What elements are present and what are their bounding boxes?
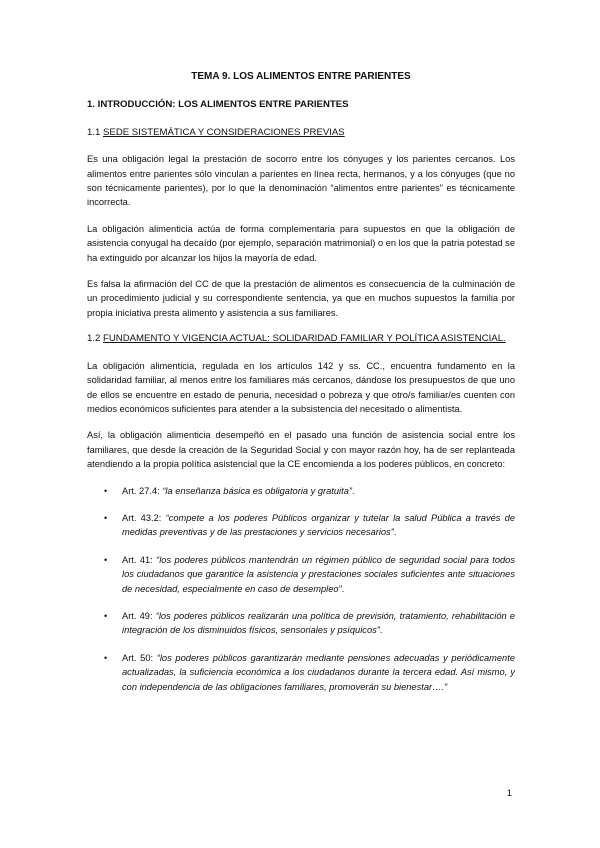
article-end: . [379,625,383,636]
bullet-icon: • [104,554,108,565]
article-quote: “la enseñanza básica es obligatoria y gratuita” [162,485,352,496]
article-list [87,484,515,694]
list-item [87,609,515,638]
document-body [87,70,515,707]
subsection-heading-sede-sistematica [87,126,515,140]
list-item [87,553,515,596]
section-heading-introduccion: 1. INTRODUCCIÓN: LOS ALIMENTOS ENTRE PARIENTES [87,99,349,111]
article-end: . [341,583,345,594]
subsection-title: SEDE SISTEMÁTICA Y CONSIDERACIONES PREVIAS [103,126,345,138]
article-quote: “los poderes públicos garantizarán mediante pensiones adecuadas y periódicamente actualizadas, la suficiencia económica a los ciudadanos durante la tercera edad. Así mismo, y con independencia de las obligaciones familiares, promoverán su bienestar….” [122,652,515,692]
paragraph: La obligación alimenticia, regulada en los artículos 142 y ss. CC., encuentra fundamento en la solidaridad familiar, al menos entre los familiares más cercanos, dándose los presupuestos de que uno de ellos se encuentre en estado de penuria, necesidad o pobreza y que otro/s familiar/es cuenten con medios económicos suficientes para atender a la subsistencia del necesitado o alimentista. [87,360,515,414]
bullet-icon: • [104,652,108,663]
subsection-heading-fundamento [87,332,515,346]
article-end: . [393,527,397,538]
article-quote: “los poderes públicos mantendrán un régimen público de seguridad social para todos los ciudadanos que garantice la asistencia y prestaciones sociales suficientes ante situaciones de necesidad, especialmente en caso de desempleo” [122,554,515,594]
list-item [87,484,515,498]
article-label: Art. 27.4: [122,485,163,496]
page-number: 1 [506,788,512,799]
article-quote: “los poderes públicos realizarán una política de previsión, tratamiento, rehabilitación e integración de los disminuidos físicos, sensoriales y psíquicos” [122,610,515,636]
subsection-number: 1.1 [87,126,104,138]
document-title: TEMA 9. LOS ALIMENTOS ENTRE PARIENTES [191,71,411,82]
article-label: Art. 41: [122,554,157,565]
article-quote: “compete a los poderes Públicos organizar y tutelar la salud Pública a través de medidas preventivas y de las prestaciones y servicios necesarios” [122,512,515,538]
list-item [87,511,515,540]
article-label: Art. 43.2: [122,512,166,523]
article-end: . [351,485,355,496]
bullet-icon: • [104,512,108,523]
article-label: Art. 49: [122,610,156,621]
bullet-icon: • [104,610,108,621]
bullet-icon: • [104,485,108,496]
subsection-number: 1.2 [87,333,104,345]
article-label: Art. 50: [122,652,157,663]
paragraph: Es falsa la afirmación del CC de que la prestación de alimentos es consecuencia de la culminación de un procedimiento judicial y su correspondiente sentencia, ya que en muchos supuestos la familia por propia iniciativa presta alimento y asistencia a sus familiares. [87,279,515,318]
list-item [87,651,515,694]
subsection-title: FUNDAMENTO Y VIGENCIA ACTUAL: SOLIDARIDAD FAMILIAR Y POLÍTICA ASISTENCIAL. [103,333,506,345]
paragraph: La obligación alimenticia actúa de forma complementaria para supuestos en que la obligación de asistencia conyugal ha decaído (por ejemplo, separación matrimonial) o en los que la patria potestad se ha extinguido por alcanzar los hijos la mayoría de edad. [87,223,515,263]
paragraph: Es una obligación legal la prestación de socorro entre los cónyuges y los parientes cercanos. Los alimentos entre parientes sólo vinculan a parientes en línea recta, hermanos, y a los cónyuges (que no son técnicamente parientes), por lo que la denominación “alimentos entre parientes” es técnicamente incorrecta. [87,154,515,208]
paragraph: Así, la obligación alimenticia desempeñó en el pasado una función de asistencia social entre los familiares, que desde la creación de la Seguridad Social y con mayor razón hoy, ha de ser replanteada atendiendo a la propia política asistencial que la CE encomienda a los poderes públicos, en concreto: [87,430,515,470]
